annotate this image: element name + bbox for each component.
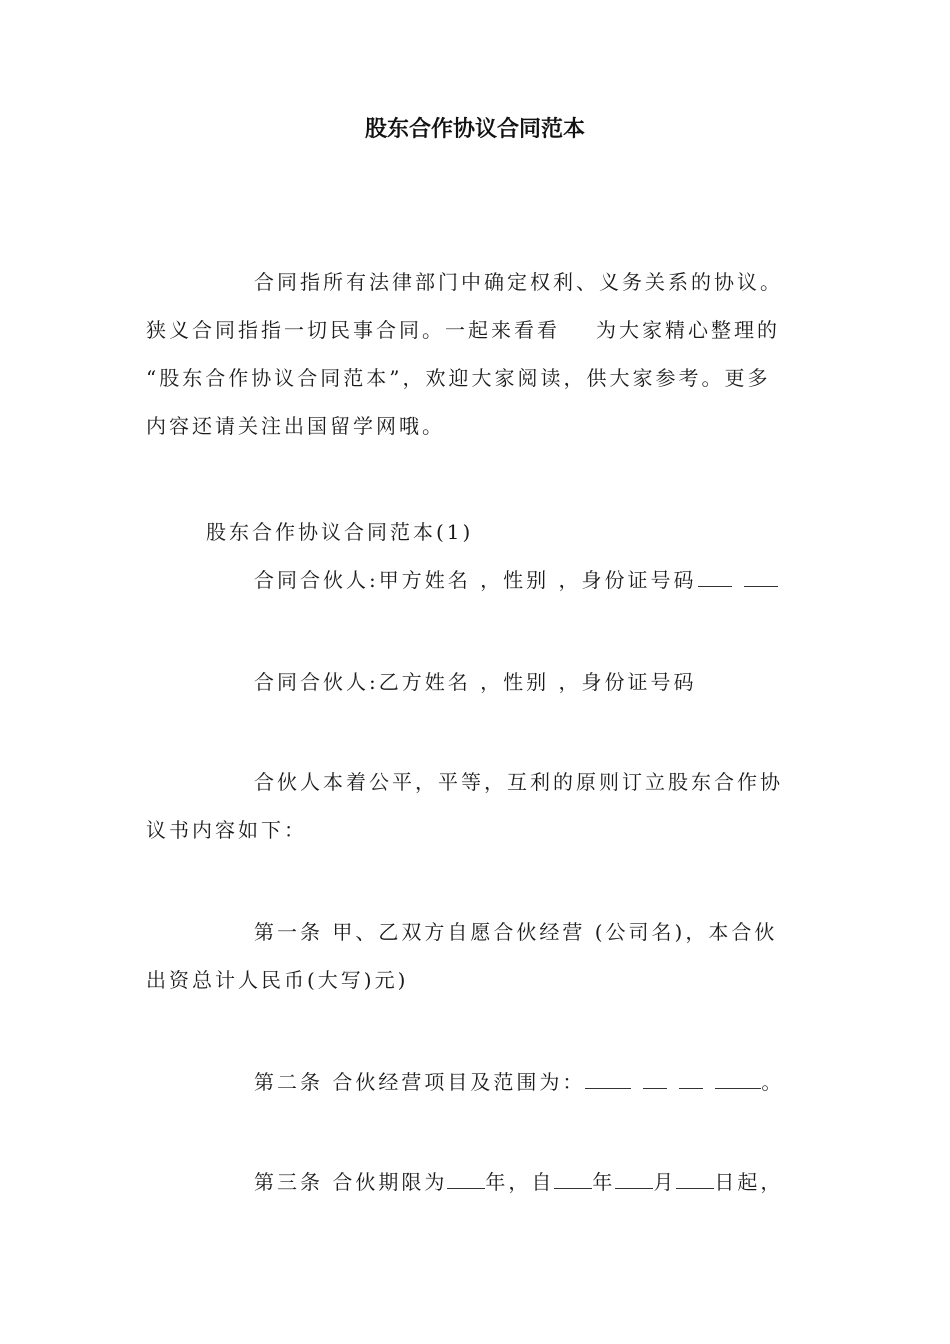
article-3-text: 年 [592, 1170, 616, 1194]
blank-line [679, 1068, 703, 1089]
article-1 [146, 908, 810, 1004]
blank-line [715, 1068, 761, 1089]
article-1-line: 第一条 甲、乙双方自愿合伙经营 (公司名)，本合伙 [254, 920, 778, 944]
partner-b-block [146, 658, 810, 706]
partner-b-line: 合同合伙人:乙方姓名 ，性别 ，身份证号码 [254, 670, 697, 694]
article-2-line [146, 1058, 810, 1106]
article-2-end: 。 [761, 1070, 785, 1094]
intro-line [146, 306, 810, 354]
blank-line [676, 1168, 714, 1189]
intro-line: 内容还请关注出国留学网哦。 [146, 414, 445, 438]
blank-line [447, 1168, 485, 1189]
article-3-line [146, 1158, 810, 1206]
intro-text: 为大家精心整理的 [596, 318, 780, 342]
partner-a-text: 合同合伙人:甲方姓名 ，性别 ，身份证号码 [254, 568, 697, 592]
blank-line [698, 566, 732, 587]
article-2 [146, 1058, 810, 1106]
blank-line [615, 1168, 653, 1189]
intro-paragraph [146, 258, 810, 450]
article-3-text: 年，自 [485, 1170, 555, 1194]
intro-line: 合同指所有法律部门中确定权利、义务关系的协议。 [254, 270, 783, 294]
section-heading-block [146, 508, 810, 604]
blank-line [643, 1068, 667, 1089]
article-3-text: 日起， [714, 1170, 784, 1194]
section-heading: 股东合作协议合同范本(1) [206, 520, 474, 544]
principle-line: 合伙人本着公平，平等，互利的原则订立股东合作协 [254, 770, 783, 794]
blank-line [585, 1068, 631, 1089]
article-2-text: 第二条 合伙经营项目及范围为： [254, 1070, 586, 1094]
article-1-line: 出资总计人民币(大写)元) [146, 968, 409, 992]
partner-a-line [146, 556, 810, 604]
blank-line [554, 1168, 592, 1189]
article-3 [146, 1158, 810, 1206]
document-title: 股东合作协议合同范本 [364, 117, 585, 142]
intro-line: “股东合作协议合同范本”，欢迎大家阅读，供大家参考。更多 [146, 366, 771, 390]
principle-line: 议书内容如下： [146, 818, 307, 842]
intro-text: 狭义合同指指一切民事合同。一起来看看 [146, 318, 560, 342]
principle-paragraph [146, 758, 810, 854]
article-3-text: 第三条 合伙期限为 [254, 1170, 448, 1194]
blank-line [744, 566, 778, 587]
article-3-text: 月 [653, 1170, 677, 1194]
